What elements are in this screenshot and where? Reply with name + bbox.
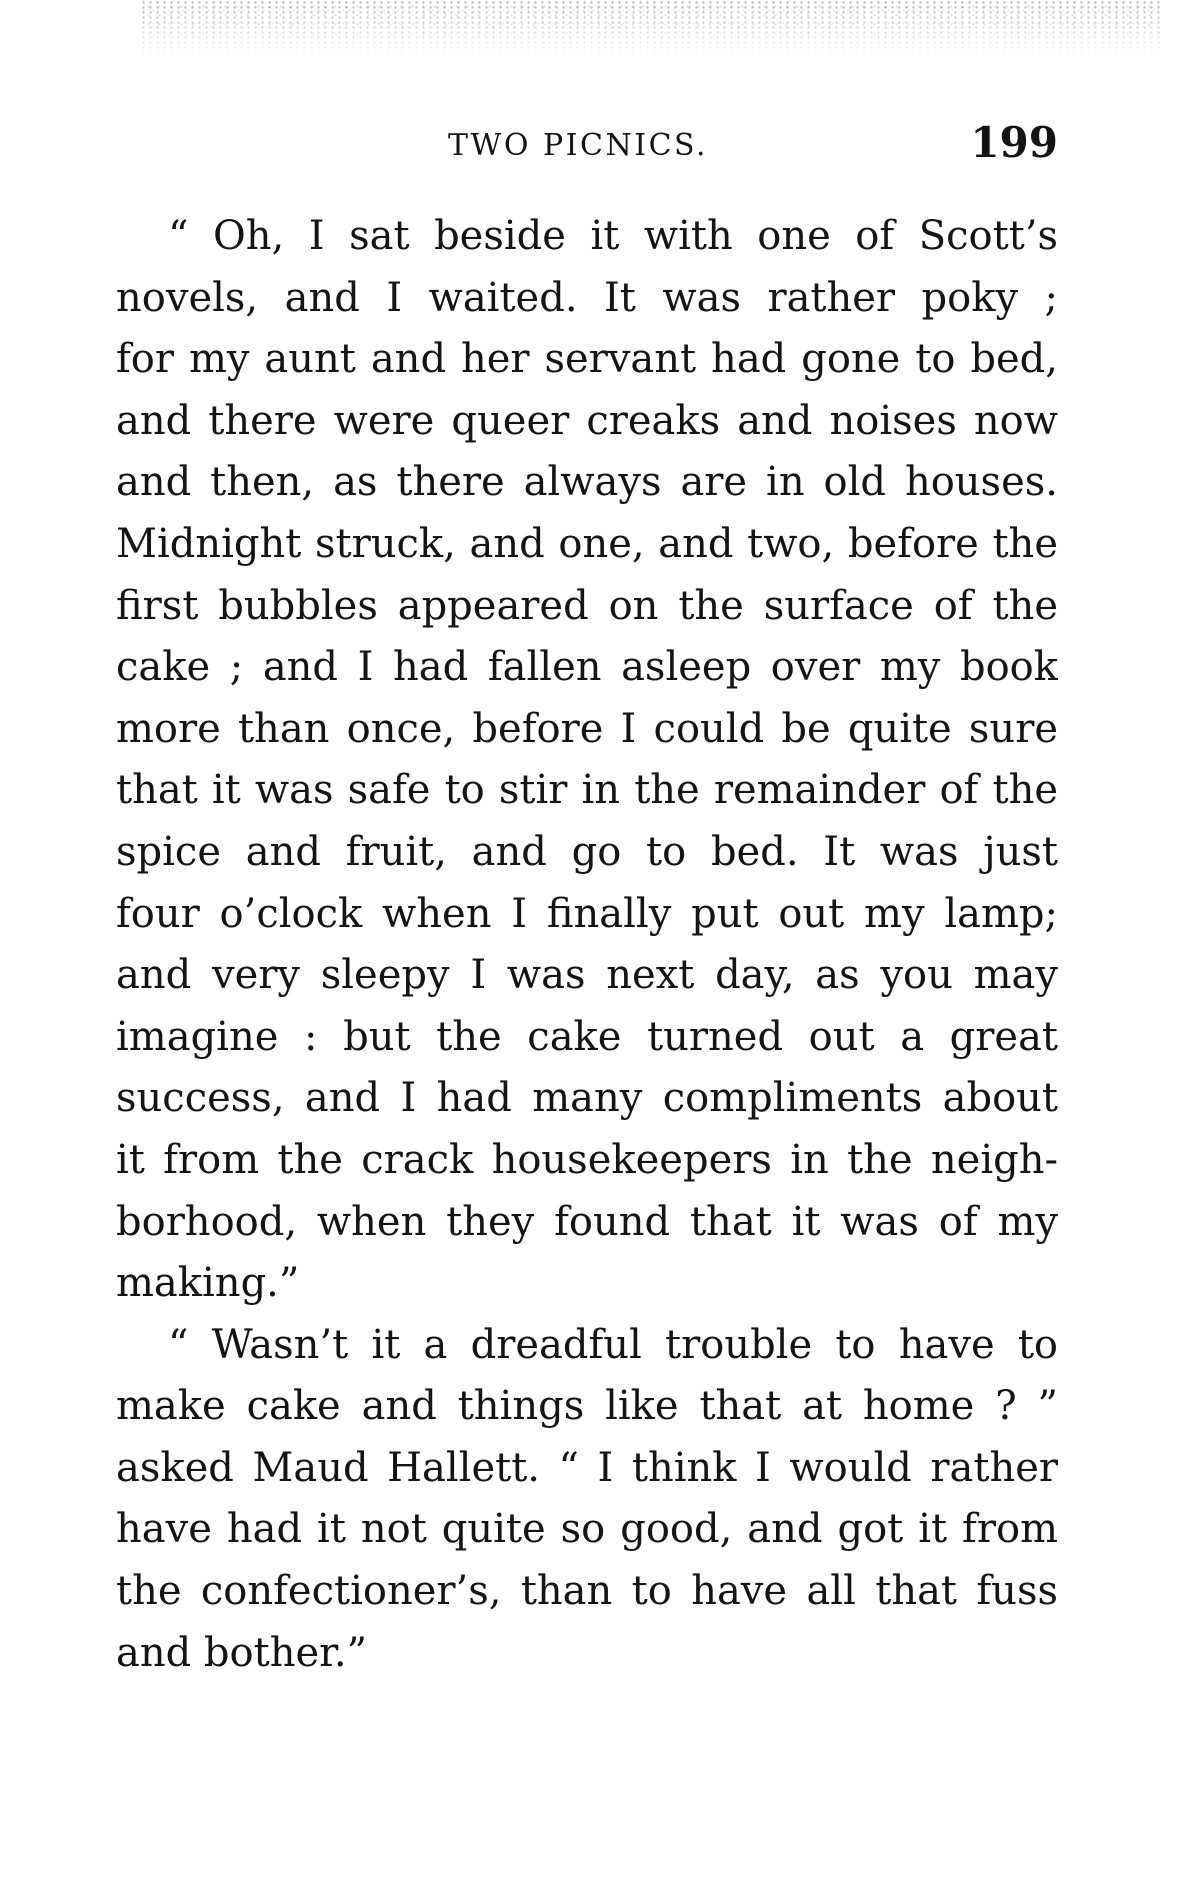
text-line: more than once, before I could be quite sure	[116, 705, 1058, 752]
text-line: “ Oh, I sat beside it with one of Scott’s	[168, 213, 1058, 259]
text-line: cake ; and I had fallen asleep over my book	[116, 644, 1058, 691]
page-header	[118, 118, 1058, 178]
text-line: making.”	[116, 1260, 300, 1307]
text-line: spice and fruit, and go to bed. It was just	[116, 828, 1058, 875]
text-line: Midnight struck, and one, and two, before the	[116, 520, 1058, 567]
text-line: for my aunt and her servant had gone to bed,	[116, 336, 1058, 383]
text-line: borhood, when they found that it was of my	[116, 1198, 1058, 1245]
text-line: and there were queer creaks and noises now	[116, 397, 1058, 444]
text-line: and very sleepy I was next day, as you may	[116, 952, 1058, 999]
text-line: asked Maud Hallett. “ I think I would rather	[116, 1444, 1058, 1491]
text-line: first bubbles appeared on the surface of the	[116, 582, 1058, 629]
text-line: imagine : but the cake turned out a great	[116, 1013, 1058, 1060]
print-speckle-noise	[140, 0, 1160, 58]
paragraph-2	[116, 1315, 1058, 1685]
text-line: “ Wasn’t it a dreadful trouble to have to	[168, 1321, 1058, 1368]
text-line: the confectioner’s, than to have all that fuss	[116, 1568, 1058, 1615]
text-line: four o’clock when I finally put out my lamp;	[116, 890, 1058, 937]
text-line: it from the crack housekeepers in the neigh-	[116, 1136, 1058, 1183]
page-number: 199	[970, 118, 1058, 167]
running-head: TWO PICNICS.	[448, 128, 709, 163]
paragraph-1	[116, 206, 1058, 1315]
text-line: success, and I had many compliments about	[116, 1075, 1058, 1122]
text-line: that it was safe to stir in the remainder of the	[116, 767, 1058, 814]
text-line: have had it not quite so good, and got it from	[116, 1506, 1058, 1553]
body-text	[116, 206, 1058, 1684]
text-line: novels, and I waited. It was rather poky ;	[116, 274, 1058, 321]
text-line: make cake and things like that at home ? ”	[116, 1383, 1058, 1430]
text-line: and then, as there always are in old houses.	[116, 459, 1058, 506]
text-line: and bother.”	[116, 1629, 368, 1676]
